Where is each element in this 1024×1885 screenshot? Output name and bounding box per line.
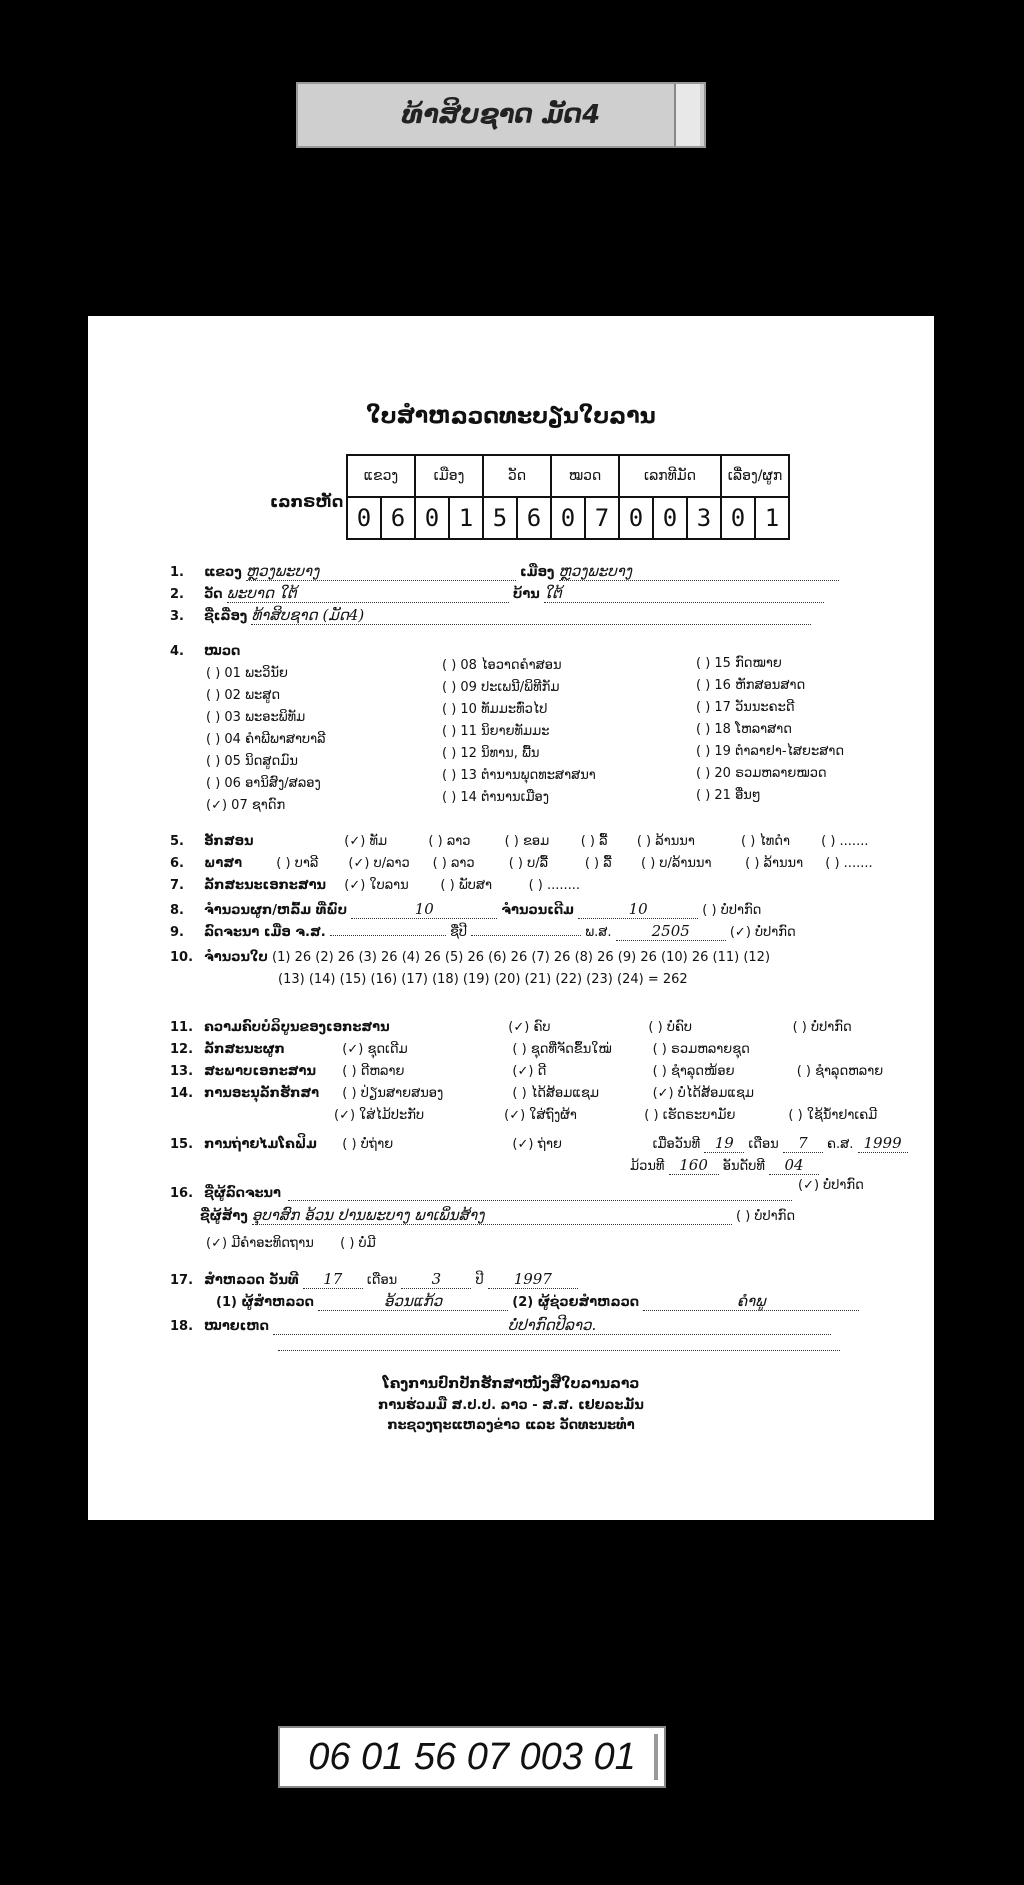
language-option: ( ) ລາວ <box>432 856 475 871</box>
sponsor-value: ອຸບາສົກ ອ້ວນ ປານພະບາງ ພາເພິ່ນສ້າງ <box>252 1206 732 1225</box>
field-label: ລັກສະນະຜູກ <box>204 1042 285 1057</box>
field-label: ເດືອນ <box>366 1273 398 1288</box>
script-option: ( ) ໄທດຳ <box>740 834 791 849</box>
title-value: ທ້າສິບຊາດ (ມັດ4) <box>251 606 811 625</box>
microfilm-day: 19 <box>704 1134 744 1153</box>
field-completeness <box>170 1020 852 1035</box>
microfilm-option: ( ) ບໍ່ຖ່າຍ <box>342 1137 394 1152</box>
category-option: ( ) 06 ອານິສົງ/ສລອງ <box>206 776 321 791</box>
field-number: 9. <box>170 925 184 940</box>
field-leaf-count <box>170 950 770 965</box>
composer-not-shown-option: (✓) ບໍ່ປາກົດ <box>798 1178 864 1193</box>
field-label: ໝາຍເຫດ <box>204 1319 269 1334</box>
category-option: ( ) 15 ກົດໝາຍ <box>696 656 782 671</box>
field-number: 18. <box>170 1319 194 1334</box>
field-label: ສະພາບເອກະສານ <box>204 1064 316 1079</box>
code-digit: 0 <box>551 497 585 539</box>
code-digit: 1 <box>449 497 483 539</box>
field-label: ຊື່ຜູ້ລົດຈະນາ <box>204 1186 281 1201</box>
field-number: 8. <box>170 903 184 918</box>
script-option: (✓) ທັມ <box>344 834 388 849</box>
field-number: 17. <box>170 1273 194 1288</box>
field-label: ຊື່ປີ <box>449 925 467 940</box>
language-option: ( ) ລ້ານນາ <box>745 856 804 871</box>
field-number: 7. <box>170 878 184 893</box>
field-number: 3. <box>170 609 184 624</box>
assistant-surveyor-value: ຄຳພູ <box>643 1292 859 1311</box>
category-option: ( ) 21 ອື່ນໆ <box>696 788 761 803</box>
code-digit: 0 <box>619 497 653 539</box>
field-fascicle-count <box>170 900 761 919</box>
field-label: ຊື່ເລື່ອງ <box>204 609 248 624</box>
footer-ministry: ກະຊວງຖະແຫລງຂ່າວ ແລະ ວັດທະນະທຳ <box>387 1418 635 1433</box>
code-digit: 0 <box>415 497 449 539</box>
field-label: ໝວດ <box>204 644 241 659</box>
field-province <box>170 562 839 581</box>
microfilm-month: 7 <box>783 1134 823 1153</box>
field-label: ອັກສອນ <box>204 834 254 849</box>
language-option: (✓) ບ/ລາວ <box>348 856 410 871</box>
field-label: ພ.ສ. <box>585 925 612 940</box>
field-number: 2. <box>170 587 184 602</box>
code-header: ແຂວງ <box>347 455 415 497</box>
category-option: ( ) 01 ພະວິນັຍ <box>206 666 288 681</box>
field-number: 13. <box>170 1064 194 1079</box>
field-number: 16. <box>170 1186 194 1201</box>
reel-title-label <box>296 82 706 148</box>
script-option: ( ) ລາວ <box>428 834 471 849</box>
field-label: ແຂວງ <box>204 565 242 580</box>
category-option: ( ) 04 ຄຳພີພາສາບາລີ <box>206 732 326 747</box>
code-header: ເລກທີມັດ <box>619 455 721 497</box>
not-shown-option: (✓) ບໍ່ປາກົດ <box>729 925 796 940</box>
survey-month: 3 <box>401 1270 471 1289</box>
category-option: (✓) 07 ຊາດົກ <box>206 798 286 813</box>
reel-title-text: ທ້າສິບຊາດ ມັດ4 <box>401 100 601 130</box>
cs-year-blank <box>330 935 446 936</box>
field-label: ການອະນຸລັກຮັກສາ <box>204 1086 320 1101</box>
field-bundle-type <box>170 1042 750 1057</box>
field-title <box>170 606 811 625</box>
surveyors-row <box>216 1292 859 1311</box>
field-temple <box>170 584 824 603</box>
field-number: 10. <box>170 950 194 965</box>
field-label: ວັດ <box>204 587 223 602</box>
document-type-option: ( ) ພັບສາ <box>440 878 493 893</box>
footer-cooperation: ການຮ່ວມມື ສ.ປ.ປ. ລາວ - ສ.ສ. ເຢຍລະມັນ <box>378 1398 644 1413</box>
category-option: ( ) 17 ວັນນະຄະດີ <box>696 700 795 715</box>
field-label: ບ້ານ <box>512 587 540 602</box>
province-value: ຫຼວງພະບາງ <box>246 562 516 581</box>
conservation-option: ( ) ເຮັດຣະບາມັຍ <box>644 1108 736 1123</box>
code-digit: 1 <box>755 497 789 539</box>
script-option: ( ) ....... <box>821 834 869 849</box>
category-option: ( ) 10 ທັມມະທົ່ວໄປ <box>442 702 548 717</box>
field-composition-date <box>170 922 796 941</box>
field-composer <box>170 1186 281 1201</box>
category-option: ( ) 19 ຕຳລາຢາ-ໄສຍະສາດ <box>696 744 845 759</box>
field-label: ເດືອນ <box>748 1137 779 1152</box>
code-header: ວັດ <box>483 455 551 497</box>
category-option: ( ) 13 ຕຳນານພຸດທະສາສນາ <box>442 768 596 783</box>
code-header: ເລື່ອງ/ຜູກ <box>721 455 789 497</box>
conservation-option: ( ) ປ່ຽນສາຍສນອງ <box>342 1086 444 1101</box>
code-digit: 6 <box>381 497 415 539</box>
field-label: ຈຳນວນຜູກ/ຫລົ້ມ ທີ່ພົບ <box>204 903 348 918</box>
not-shown-option: ( ) ບໍ່ປາກົດ <box>702 903 762 918</box>
microfilm-order: 04 <box>769 1156 819 1175</box>
field-label: ການຖ່າຍໄມໂຄຟິມ <box>204 1137 318 1152</box>
category-option: ( ) 14 ຕຳນານເມືອງ <box>442 790 550 805</box>
year-name-blank <box>471 935 581 936</box>
reference-number: 06 01 56 07 003 01 <box>308 1735 636 1778</box>
category-option: ( ) 03 ພະອະພິທັມ <box>206 710 306 725</box>
field-label: ຄວາມຄົບບໍລິບູນຂອງເອກະສານ <box>204 1020 390 1035</box>
field-number: 4. <box>170 644 184 659</box>
microfilm-roll: 160 <box>669 1156 719 1175</box>
completeness-option: ( ) ບໍ່ປາກົດ <box>792 1020 852 1035</box>
conservation-option: ( ) ໃຊ້ນ້ຳຢາເຄມີ <box>788 1108 878 1123</box>
category-option: ( ) 18 ໂຫລາສາດ <box>696 722 793 737</box>
language-option: ( ) ບາລີ <box>276 856 319 871</box>
field-survey-date <box>170 1270 578 1289</box>
script-option: ( ) ຂອມ <box>504 834 550 849</box>
field-label: ສຳຫລວດ ວັນທີ <box>204 1273 299 1288</box>
field-number: 6. <box>170 856 184 871</box>
field-label: ປີ <box>475 1273 484 1288</box>
field-number: 12. <box>170 1042 194 1057</box>
code-digit: 7 <box>585 497 619 539</box>
script-option: ( ) ລ້ານນາ <box>636 834 695 849</box>
condition-option: (✓) ດີ <box>512 1064 547 1079</box>
conservation-option: (✓) ໃສ່ໄມ້ປະກັບ <box>334 1108 425 1123</box>
code-label: ເລກຣຫັດ <box>270 492 344 511</box>
conservation-option: (✓) ບໍ່ໄດ້ສ້ອມແຊມ <box>652 1086 754 1101</box>
sponsor-not-shown-option: ( ) ບໍ່ປາກົດ <box>736 1209 796 1224</box>
microfilm-year: 1999 <box>858 1134 908 1153</box>
composer-blank-line <box>288 1200 792 1201</box>
code-digit: 0 <box>721 497 755 539</box>
field-number: 11. <box>170 1020 194 1035</box>
code-digit: 0 <box>347 497 381 539</box>
dedication-option: ( ) ບໍ່ມີ <box>340 1236 376 1251</box>
category-option: ( ) 05 ນິດສູດມົນ <box>206 754 298 769</box>
field-number: 5. <box>170 834 184 849</box>
remarks-value: ບໍ່ປາກົດປີລາວ. <box>273 1316 831 1335</box>
dedication-options <box>206 1236 376 1251</box>
field-label: ອັນດັບທີ <box>722 1159 765 1174</box>
field-number: 1. <box>170 565 184 580</box>
category-option: ( ) 11 ນິຍາຍທັມມະ <box>442 724 550 739</box>
category-option: ( ) 12 ນິທານ, ພື້ນ <box>442 746 540 761</box>
field-label: ຄ.ສ. <box>827 1137 854 1152</box>
field-label: ພາສາ <box>204 856 242 871</box>
field-microfilm <box>170 1134 908 1153</box>
footer-project: ໂຄງການປົກປັກຮັກສາໜັງສືໃບລານລາວ <box>382 1376 640 1392</box>
language-option: ( ) ບ/ລື້ <box>508 856 549 871</box>
field-remarks <box>170 1316 831 1335</box>
code-header-row <box>347 455 789 497</box>
code-digit: 5 <box>483 497 517 539</box>
condition-option: ( ) ດີຫລາຍ <box>342 1064 405 1079</box>
field-condition <box>170 1064 883 1079</box>
code-digit: 0 <box>653 497 687 539</box>
village-value: ໃຕ້ <box>544 584 824 603</box>
bundle-option: ( ) ຊຸດທີ່ຈັດຂຶ້ນໃໝ່ <box>512 1042 612 1057</box>
conservation-options-row-2 <box>334 1108 877 1123</box>
dedication-option: (✓) ມີຄຳອະທິດຖານ <box>206 1236 314 1251</box>
field-category <box>170 644 240 659</box>
condition-option: ( ) ຊຳລຸດໜ້ອຍ <box>652 1064 735 1079</box>
language-option: ( ) ບ/ລ້ານນາ <box>640 856 712 871</box>
label-edge-bar <box>654 1734 658 1780</box>
field-document-type <box>170 878 580 893</box>
category-option: ( ) 09 ປະເພນີ/ພິທີກັມ <box>442 680 560 695</box>
microfilm-roll-row <box>630 1156 819 1175</box>
code-digit: 6 <box>517 497 551 539</box>
field-number: 14. <box>170 1086 194 1101</box>
document-type-option: ( ) ........ <box>528 878 581 893</box>
conservation-option: (✓) ໃສ່ຖົງຜ້າ <box>504 1108 577 1123</box>
bundle-option: (✓) ຊຸດເດີມ <box>342 1042 408 1057</box>
microfilm-option: (✓) ຖ່າຍ <box>512 1137 562 1152</box>
field-conservation <box>170 1086 754 1101</box>
reference-number-label <box>278 1726 666 1788</box>
category-option: ( ) 20 ຣວມຫລາຍໝວດ <box>696 766 827 781</box>
code-digit-row <box>347 497 789 539</box>
field-label: ເມື່ອວັນທີ <box>652 1137 701 1152</box>
condition-option: ( ) ຊຳລຸດຫລາຍ <box>796 1064 884 1079</box>
conservation-option: ( ) ໄດ້ສ້ອມແຊມ <box>512 1086 599 1101</box>
field-label: ເມືອງ <box>520 565 555 580</box>
category-option: ( ) 16 ຫັກສອນສາດ <box>696 678 806 693</box>
field-label: (1) ຜູ້ສຳຫລວດ <box>216 1295 314 1310</box>
fascicles-original-value: 10 <box>578 900 698 919</box>
field-label: ມ້ວນທີ <box>630 1159 665 1174</box>
bundle-option: ( ) ຣວມຫລາຍຊຸດ <box>652 1042 750 1057</box>
field-label: ຈຳນວນໃບ <box>204 950 268 965</box>
field-label: (2) ຜູ້ຊ່ວຍສຳຫລວດ <box>512 1295 640 1310</box>
survey-year: 1997 <box>488 1270 578 1289</box>
completeness-option: (✓) ຄົບ <box>508 1020 551 1035</box>
code-header: ເມືອງ <box>415 455 483 497</box>
code-table <box>346 454 790 540</box>
leaf-count-line: (1) 26 (2) 26 (3) 26 (4) 26 (5) 26 (6) 26 (7) 26 (8) 26 (9) 26 (10) 26 (11) (12) <box>272 950 771 965</box>
be-year-value: 2505 <box>616 922 726 941</box>
surveyor-value: ອ້ວນແກ້ວ <box>318 1292 508 1311</box>
field-label: ລົດຈະນາ ເມື່ອ ຈ.ສ. <box>204 925 326 940</box>
document-type-option: (✓) ໃບລານ <box>344 878 409 893</box>
field-label: ຊື່ຜູ້ສ້າງ <box>200 1209 248 1224</box>
code-digit: 3 <box>687 497 721 539</box>
field-label: ລັກສະນະເອກະສານ <box>204 878 327 893</box>
survey-day: 17 <box>303 1270 363 1289</box>
field-sponsor <box>200 1206 795 1225</box>
script-option: ( ) ລື້ <box>580 834 608 849</box>
code-header: ໝວດ <box>551 455 619 497</box>
field-number: 15. <box>170 1137 194 1152</box>
category-option: ( ) 08 ໄອວາດຄຳສອນ <box>442 658 562 673</box>
form-title: ໃບສຳຫລວດທະບຽນໃບລານ <box>366 404 656 429</box>
category-option: ( ) 02 ພະສູດ <box>206 688 281 703</box>
field-language <box>170 856 873 871</box>
fascicles-found-value: 10 <box>351 900 497 919</box>
language-option: ( ) ....... <box>825 856 873 871</box>
temple-value: ພະບາດ ໃຕ້ <box>227 584 509 603</box>
field-label: ຈຳນວນເດີມ <box>501 903 574 918</box>
field-script <box>170 834 868 849</box>
label-tab <box>674 84 700 146</box>
remarks-blank-line <box>278 1350 840 1351</box>
district-value: ຫຼວງພະບາງ <box>559 562 839 581</box>
leaf-count-line-2: (13) (14) (15) (16) (17) (18) (19) (20) (21) (22) (23) (24) = 262 <box>278 972 688 987</box>
completeness-option: ( ) ບໍ່ຄົບ <box>648 1020 693 1035</box>
language-option: ( ) ລື້ <box>584 856 612 871</box>
survey-form-sheet <box>88 316 934 1520</box>
